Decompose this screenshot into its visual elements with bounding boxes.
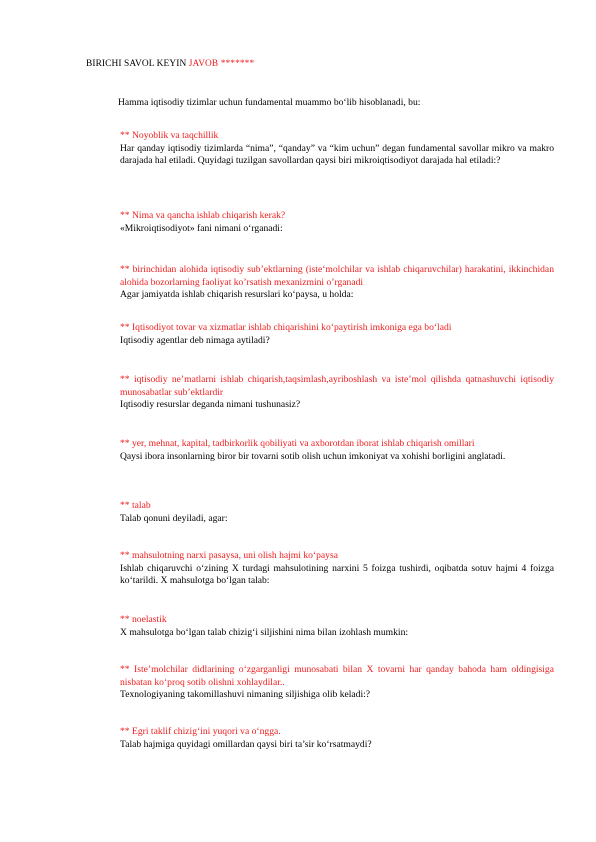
answer-text: ** Iste’molchilar didlarining o‘zgarganligi munosabati bilan X tovarni har qanday bahoda ham oldingisiga nisbatan ko‘proq sotib olishni xohlaydilar.. — [120, 664, 554, 688]
qa-block-4 — [120, 322, 554, 347]
qa-block-2 — [120, 210, 554, 235]
question-text: Qaysi ibora insonlarning biror bir tovarni sotib olish uchun imkoniyat va xohishi borligini anglatadi. — [120, 450, 506, 462]
qa-block-3 — [120, 264, 554, 302]
question-text: Talab hajmiga quyidagi omillardan qaysi biri ta’sir ko‘rsatmaydi? — [120, 738, 372, 750]
qa-block-10 — [120, 664, 554, 702]
question-text: Har qanday iqtisodiy tizimlarda “nima”, “qanday” va “kim uchun” degan fundamental savollar mikro va makro darajada hal etiladi. Quyidagi tuzilgan savollardan qaysi biri mikroiqtisodiyot darajada hal etiladi:? — [120, 142, 554, 167]
answer-text: ** birinchidan alohida iqtisodiy sub’ektlarning (iste‘molchilar va ishlab chiqaruvchilar) harakatini, ikkinchidan alohida bozorlarning faoliyat ko’rsatish mexanizmini o’rganadi — [120, 264, 554, 288]
qa-block-1 — [120, 130, 554, 168]
answer-text: ** talab — [120, 500, 151, 511]
qa-block-5 — [120, 374, 554, 412]
question-text: Iqtisodiy agentlar deb nimaga aytiladi? — [120, 334, 270, 346]
heading-prefix: BIRICHI SAVOL KEYIN — [86, 59, 189, 69]
heading-highlight: JAVOB ******* — [188, 59, 255, 69]
answer-text: ** Noyoblik va taqchillik — [120, 130, 219, 141]
qa-block-7 — [120, 500, 554, 525]
qa-block-6 — [120, 438, 554, 463]
answer-text: ** Egri taklif chizig‘ini yuqori va o‘ngga. — [120, 726, 281, 737]
answer-text: ** iqtisodiy ne’matlarni ishlab chiqarish,taqsimlash,ayriboshlash va iste’mol qilishda qatnashuvchi iqtisodiy munosabatlar sub’ektlardir — [120, 374, 554, 398]
page-heading — [86, 59, 254, 69]
answer-text: ** Iqtisodiyot tovar va xizmatlar ishlab chiqarishini ko‘paytirish imkoniga ega bo‘ladi — [120, 322, 452, 333]
qa-block-8 — [120, 550, 554, 588]
question-text: Texnologiyaning takomillashuvi nimaning siljishiga olib keladi:? — [120, 689, 371, 701]
question-text: Talab qonuni deyiladi, agar: — [120, 512, 228, 524]
answer-text: ** noelastik — [120, 614, 167, 625]
question-text: Iqtisodiy resurslar deganda nimani tushunasiz? — [120, 399, 301, 411]
answer-text: ** Nima va qancha ishlab chiqarish kerak? — [120, 210, 286, 221]
intro-text: Hamma iqtisodiy tizimlar uchun fundamental muammo bo‘lib hisoblanadi, bu: — [118, 97, 421, 108]
question-text: Ishlab chiqaruvchi o‘zining X turdagi mahsulotining narxini 5 foizga tushirdi, oqibatda sotuv hajmi 4 foizga ko‘tarildi. X mahsulotga bo‘lgan talab: — [120, 562, 554, 587]
question-text: «Mikroiqtisodiyot» fani nimani o‘rganadi: — [120, 222, 283, 234]
qa-block-11 — [120, 726, 554, 751]
question-text: X mahsulotga bo‘lgan talab chizig‘i siljishini nima bilan izohlash mumkin: — [120, 626, 409, 638]
answer-text: ** yer, mehnat, kapital, tadbirkorlik qobiliyati va axborotdan iborat ishlab chiqarish omillari — [120, 438, 475, 449]
question-text: Agar jamiyatda ishlab chiqarish resurslari ko‘paysa, u holda: — [120, 289, 354, 301]
answer-text: ** mahsulotning narxi pasaysa, uni olish hajmi ko‘paysa — [120, 550, 338, 561]
qa-block-9 — [120, 614, 554, 639]
